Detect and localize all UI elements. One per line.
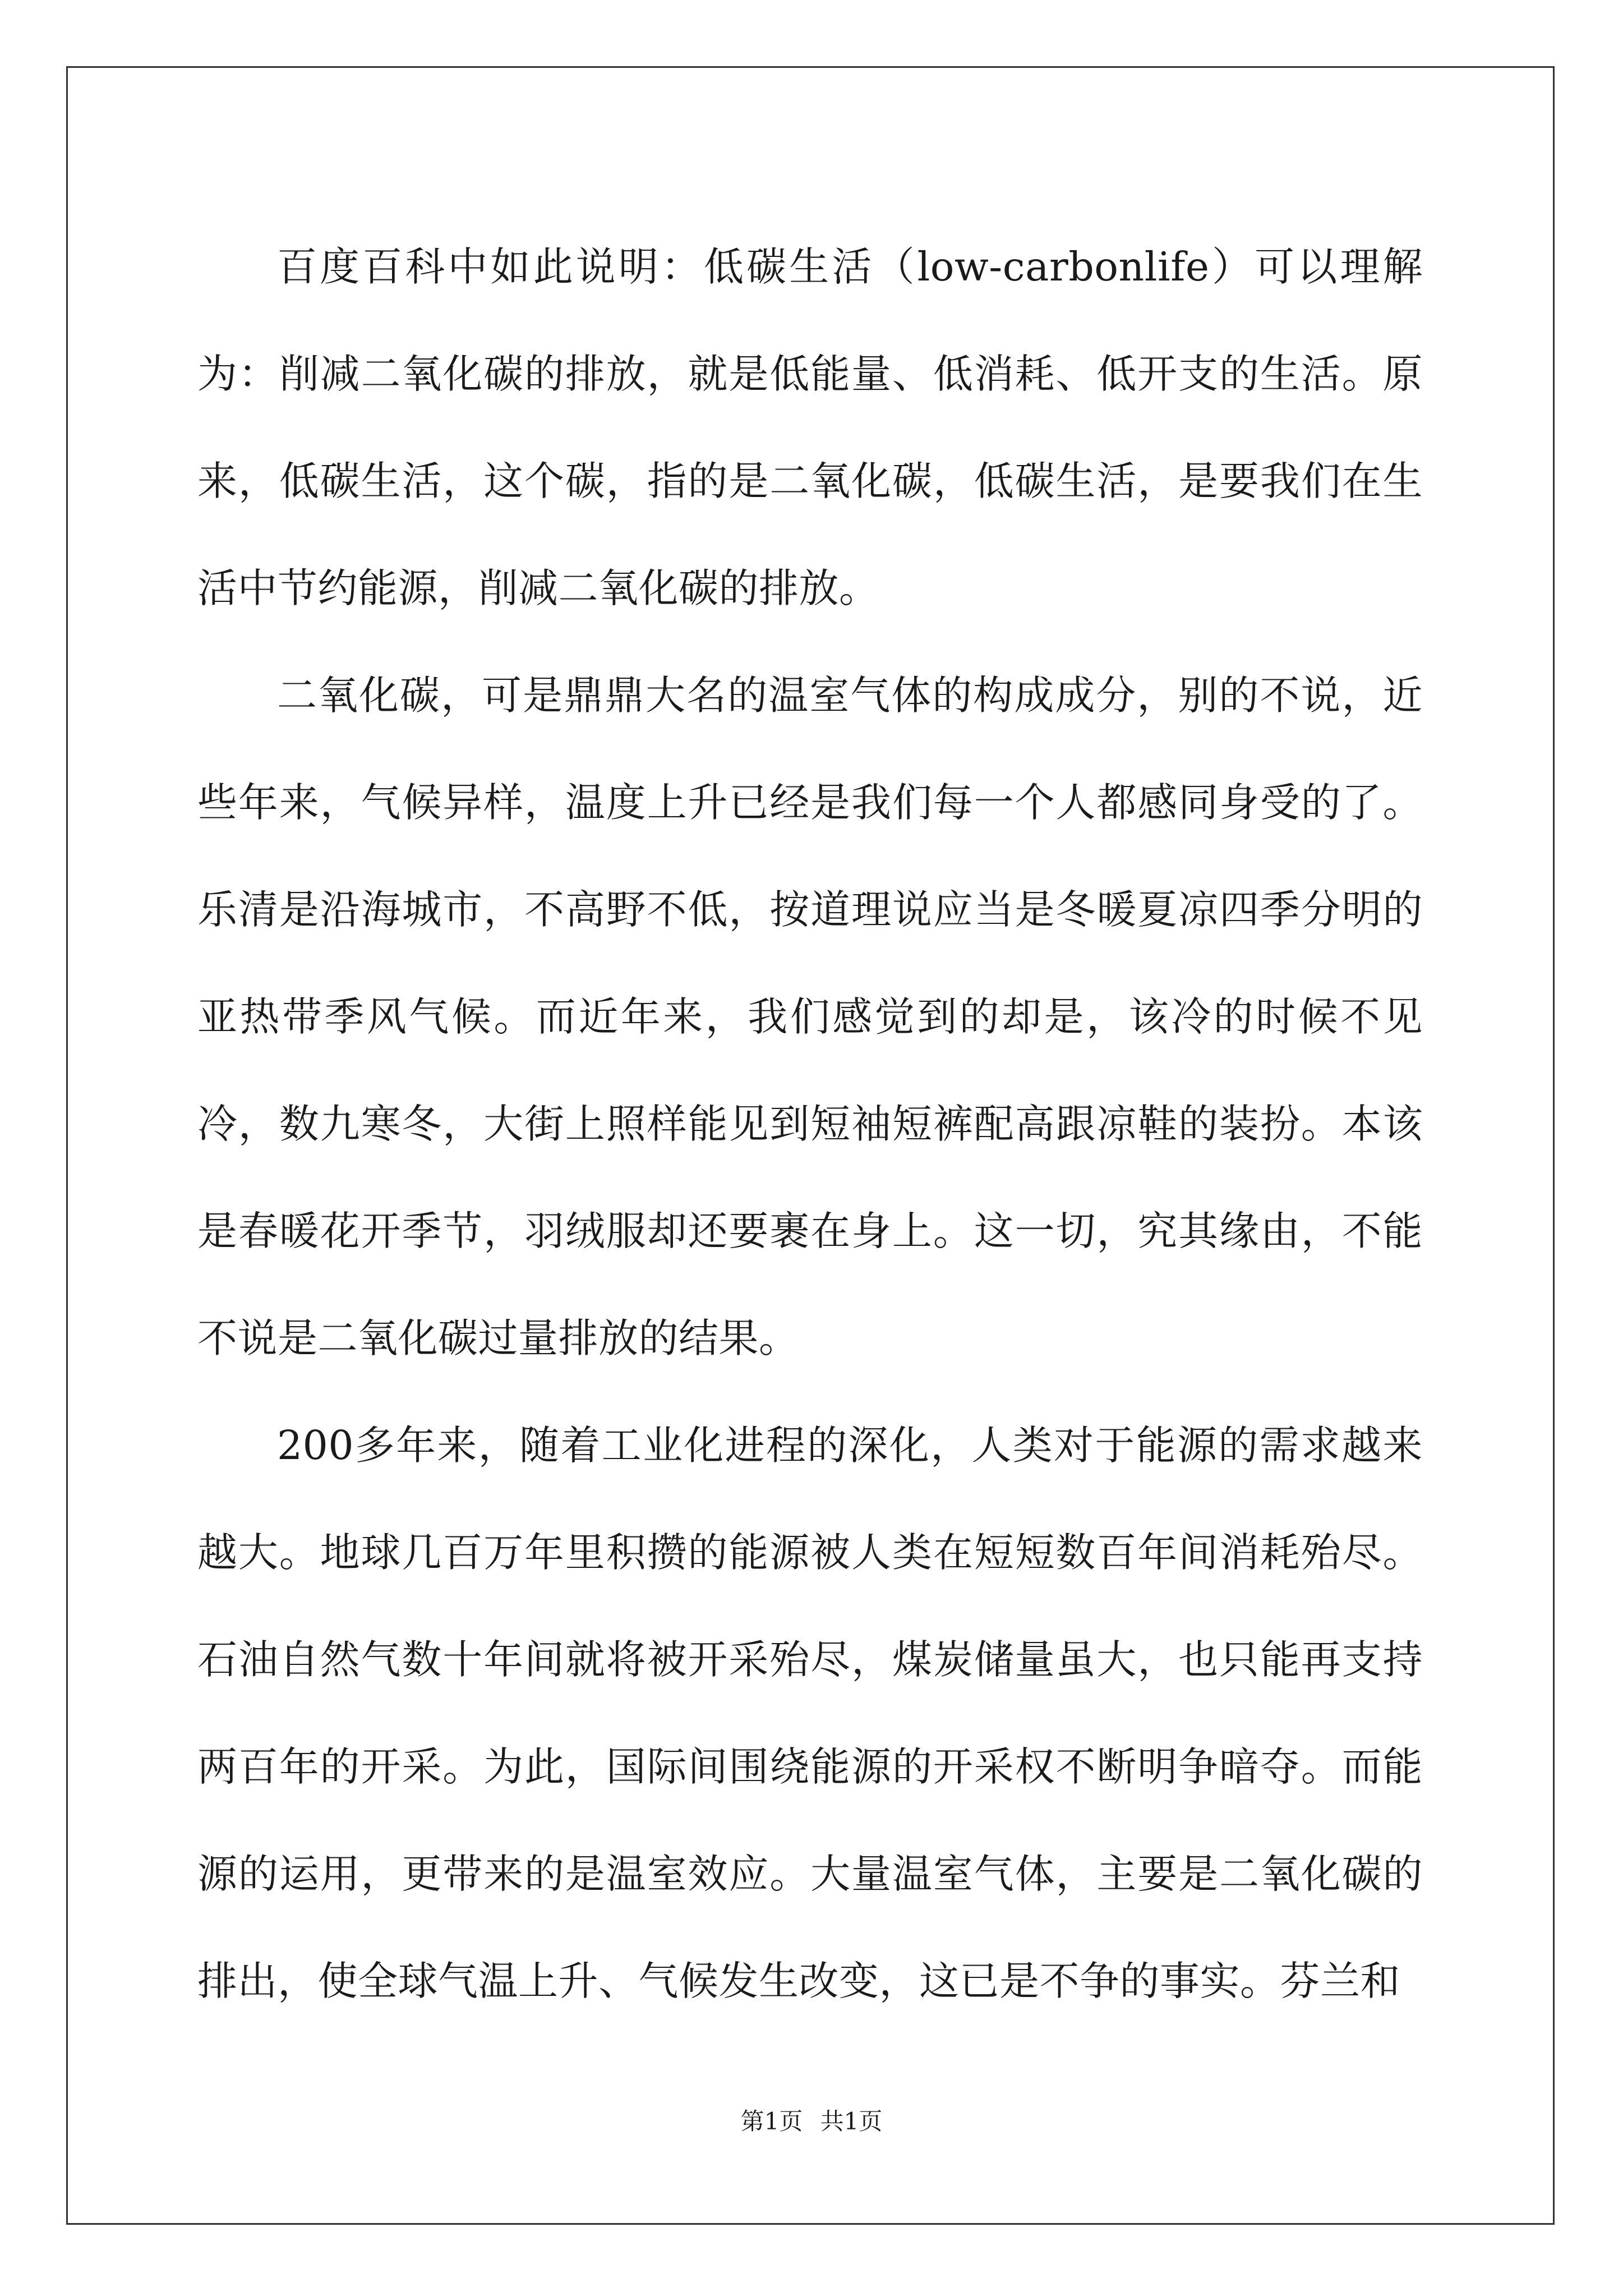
paragraph-2: 二氧化碳，可是鼎鼎大名的温室气体的构成成分，别的不说，近些年来，气候异样，温度上升已经是我们每一个人都感同身受的了。乐清是沿海城市，不高野不低，按道理说应当是冬暖夏凉四季分明的亚热带季风气候。而近年来，我们感觉到的却是，该冷的时候不见冷，数九寒冬，大街上照样能见到短袖短裤配高跟凉鞋的装扮。本该是春暖花开季节，羽绒服却还要裹在身上。这一切，究其缘由，不能不说是二氧化碳过量排放的结果。 xyxy=(197,672,1423,1361)
paragraph-3: 200多年来，随着工业化进程的深化，人类对于能源的需求越来越大。地球几百万年里积攒的能源被人类在短短数百年间消耗殆尽。石油自然气数十年间就将被开采殆尽，煤炭储量虽大，也只能再支持两百年的开采。为此，国际间围绕能源的开采权不断明争暗夺。而能源的运用，更带来的是温室效应。大量温室气体，主要是二氧化碳的排出，使全球气温上升、气候发生改变，这已是不争的事实。芬兰和 xyxy=(197,1422,1423,2004)
page-footer: 第1页 共1页 xyxy=(740,2108,883,2135)
paragraph-1: 百度百科中如此说明：低碳生活（low-carbonlife）可以理解为：削减二氧化碳的排放，就是低能量、低消耗、低开支的生活。原来，低碳生活，这个碳，指的是二氧化碳，低碳生活，是要我们在生活中节约能源，削减二氧化碳的排放。 xyxy=(197,243,1423,611)
document-body xyxy=(197,213,1423,2035)
